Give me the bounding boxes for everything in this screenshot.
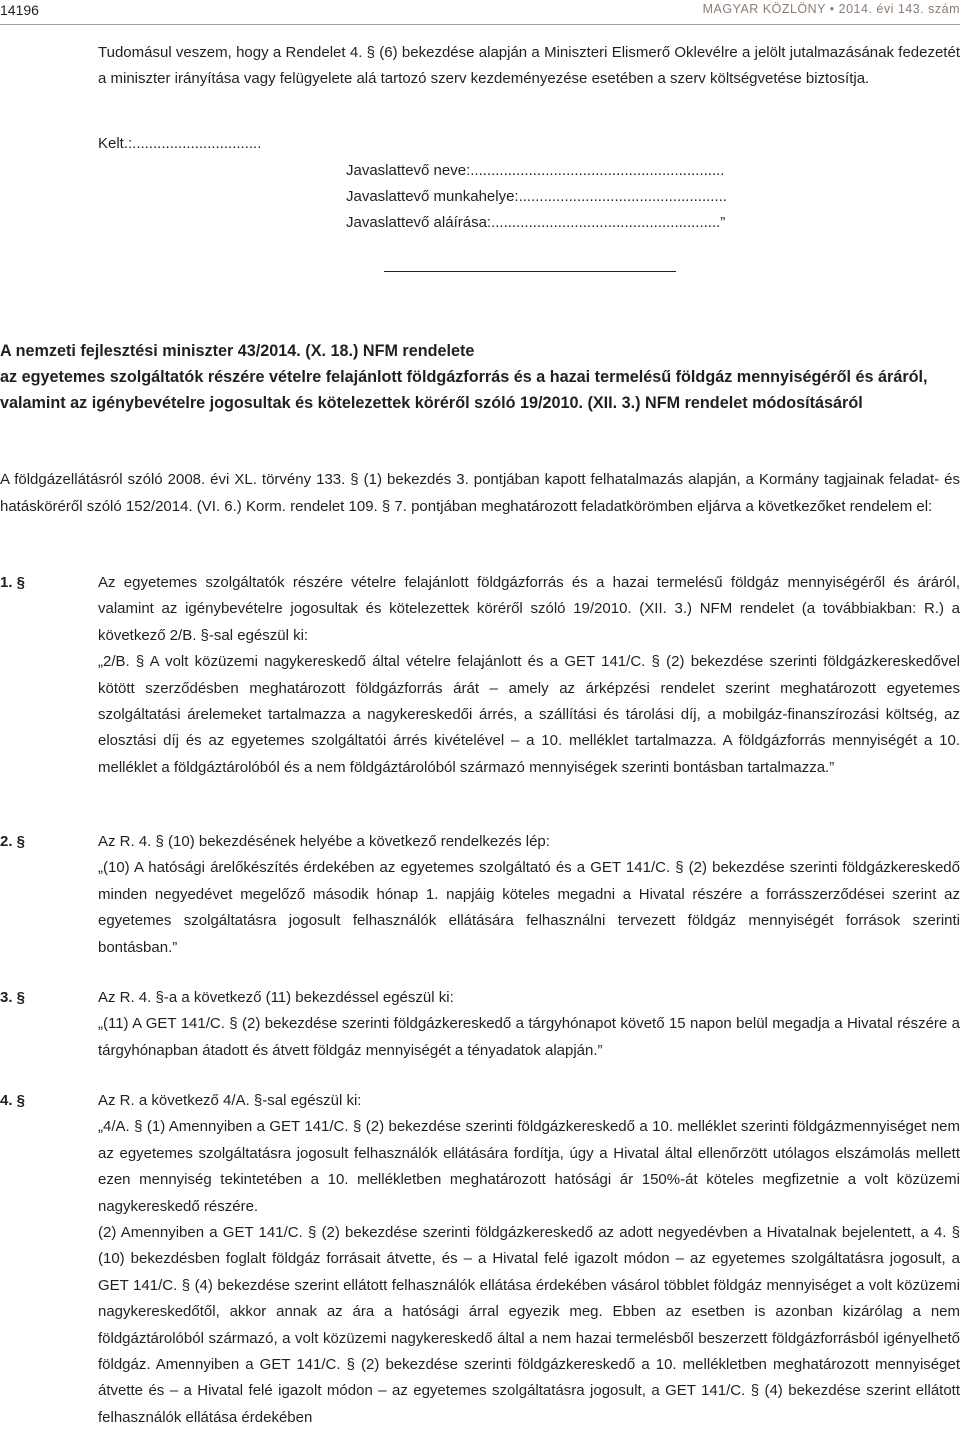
intro-paragraph: Tudomásul veszem, hogy a Rendelet 4. § (6) bekezdése alapján a Miniszteri Elismerő Oklevélre a jelölt jutalmazásának fedezetét a miniszter irányítása vagy felügyelete alá tartozó szerv kezdeményezése esetében a szerv költségvetése biztosítja. xyxy=(98,44,960,87)
signature-block xyxy=(346,158,727,236)
page-header xyxy=(0,0,960,30)
section-body xyxy=(98,829,960,961)
section-paragraph: Az R. 4. § (10) bekezdésének helyébe a következő rendelkezés lép: xyxy=(98,833,550,850)
section-paragraph: (2) Amennyiben a GET 141/C. § (2) bekezdése szerinti földgázkereskedő az adott negyedévben a Hivatalnak bejelentett, a 4. § (10) bekezdésben foglalt földgáz forrásait átvette, és – a Hivatal felé igazolt módon – az egyetemes szolgáltatásra jogosult, a GET 141/C. § (4) bekezdése szerint ellátott felhasználók ellátása érdekében vásárol többlet földgáz mennyiséget a volt közüzemi nagykereskedőtől, akkor annak az ára a hatósági árral egyezik meg. Ebben az esetben is azonban kizárólag a nem földgáztárolóból származó, a volt közüzemi nagykereskedő által a nem hazai termelésből beszerzett földgázforrásból igényelhető földgáz. Amennyiben a GET 141/C. § (2) bekezdése szerinti földgázkereskedő a 10. mellékletben meghatározott mennyiséget átvette és – a Hivatal felé igazolt módon – az egyetemes szolgáltatásra jogosult, a GET 141/C. § (4) bekezdése szerint ellátott felhasználók ellátása érdekében xyxy=(98,1224,960,1426)
decree-title-line1: A nemzeti fejlesztési miniszter 43/2014. (X. 18.) NFM rendelete xyxy=(0,342,475,360)
section-number: 4. § xyxy=(0,1092,26,1109)
running-title: MAGYAR KÖZLÖNY • 2014. évi 143. szám xyxy=(702,2,960,16)
section-body xyxy=(98,1088,960,1431)
proposer-name-line: Javaslattevő neve:............................................................. xyxy=(346,162,725,179)
section-paragraph: Az egyetemes szolgáltatók részére vételre felajánlott földgázforrás és a hazai termelésű földgáz mennyiségéről és áráról, valamint az igénybevételre jogosultak és kötelezettek köréről szóló 19/2010. (XII. 3.) NFM rendelet (a továbbiakban: R.) a következő 2/B. §-sal egészül ki: xyxy=(98,574,960,644)
section-body xyxy=(98,570,960,781)
section-number: 1. § xyxy=(0,574,26,591)
proposer-workplace-line: Javaslattevő munkahelye:.................................................. xyxy=(346,188,727,205)
section-paragraph: „4/A. § (1) Amennyiben a GET 141/C. § (2) bekezdése szerinti földgázkereskedő a 10. melléklet szerinti földgázmennyiséget nem az egyetemes szolgáltatásra jogosult felhasználók ellátására fordítja, úgy a Hivatal által ellenőrzött utólagos elszámolás mellett ezen mennyiség tekintetében a 10. mellékletben meghatározott hatósági ár 150%-át köteles megfizetnie a volt közüzemi nagykereskedő részére. xyxy=(98,1118,960,1215)
section-paragraph: Az R. 4. §-a a következő (11) bekezdéssel egészül ki: xyxy=(98,989,454,1006)
kelt-line: Kelt.:............................... xyxy=(98,135,262,152)
proposer-signature-line: Javaslattevő aláírása:.......................................................” xyxy=(346,214,726,231)
decree-title xyxy=(0,338,960,416)
section-paragraph: „(11) A GET 141/C. § (2) bekezdése szerinti földgázkereskedő a tárgyhónapot követő 15 napon belül megadja a Hivatal részére a tárgyhónapban átadott és átvett földgáz mennyiségét a tényadatok alapján.” xyxy=(98,1015,960,1059)
header-rule xyxy=(0,24,960,25)
section-paragraph: „2/B. § A volt közüzemi nagykereskedő által vételre felajánlott és a GET 141/C. § (2) bekezdése szerinti földgázkereskedővel kötött szerződésben meghatározott földgázforrás árát – amely az árképzési rendelet szerint meghatározott egyetemes szolgáltatási árelemeket tartalmazza a nagykereskedői árrés, a szállítási és tárolási díj, a mobilgáz-finanszírozási költség, az elosztási díj és az egyetemes szolgáltatói árrés kivételével – a 10. melléklet tartalmazza. A földgázforrás mennyiségét a 10. melléklet a földgáztárolóból és a nem földgáztárolóból származó mennyiségek szerinti bontásban tartalmazza.” xyxy=(98,653,960,776)
separator-line xyxy=(384,271,676,272)
preamble-paragraph: A földgázellátásról szóló 2008. évi XL. törvény 133. § (1) bekezdés 3. pontjában kapott felhatalmazás alapján, a Kormány tagjainak feladat- és hatásköréről szóló 152/2014. (VI. 6.) Korm. rendelet 109. § 7. pontjában meghatározott feladatkörömben eljárva a következőket rendelem el: xyxy=(0,471,960,515)
section-paragraph: Az R. a következő 4/A. §-sal egészül ki: xyxy=(98,1092,362,1109)
section-number: 3. § xyxy=(0,989,26,1006)
section-number: 2. § xyxy=(0,833,26,850)
section-paragraph: „(10) A hatósági árelőkészítés érdekében az egyetemes szolgáltató és a GET 141/C. § (2) bekezdése szerinti földgázkereskedő minden negyedévet megelőző második hónap 1. napjáig köteles megadni a Hivatal részére a forrásszerződései szerint az egyetemes szolgáltatásra jogosult felhasználók ellátására felhasználni tervezett földgáz mennyiségét források szerinti bontásban.” xyxy=(98,859,960,956)
page-number: 14196 xyxy=(0,2,39,18)
decree-title-line2: az egyetemes szolgáltatók részére vételre felajánlott földgázforrás és a hazai termelésű földgáz mennyiségéről és áráról, valamint az igénybevételre jogosultak és kötelezettek köréről szóló 19/2010. (XII. 3.) NFM rendelet módosításáról xyxy=(0,368,928,412)
section-body xyxy=(98,985,960,1064)
